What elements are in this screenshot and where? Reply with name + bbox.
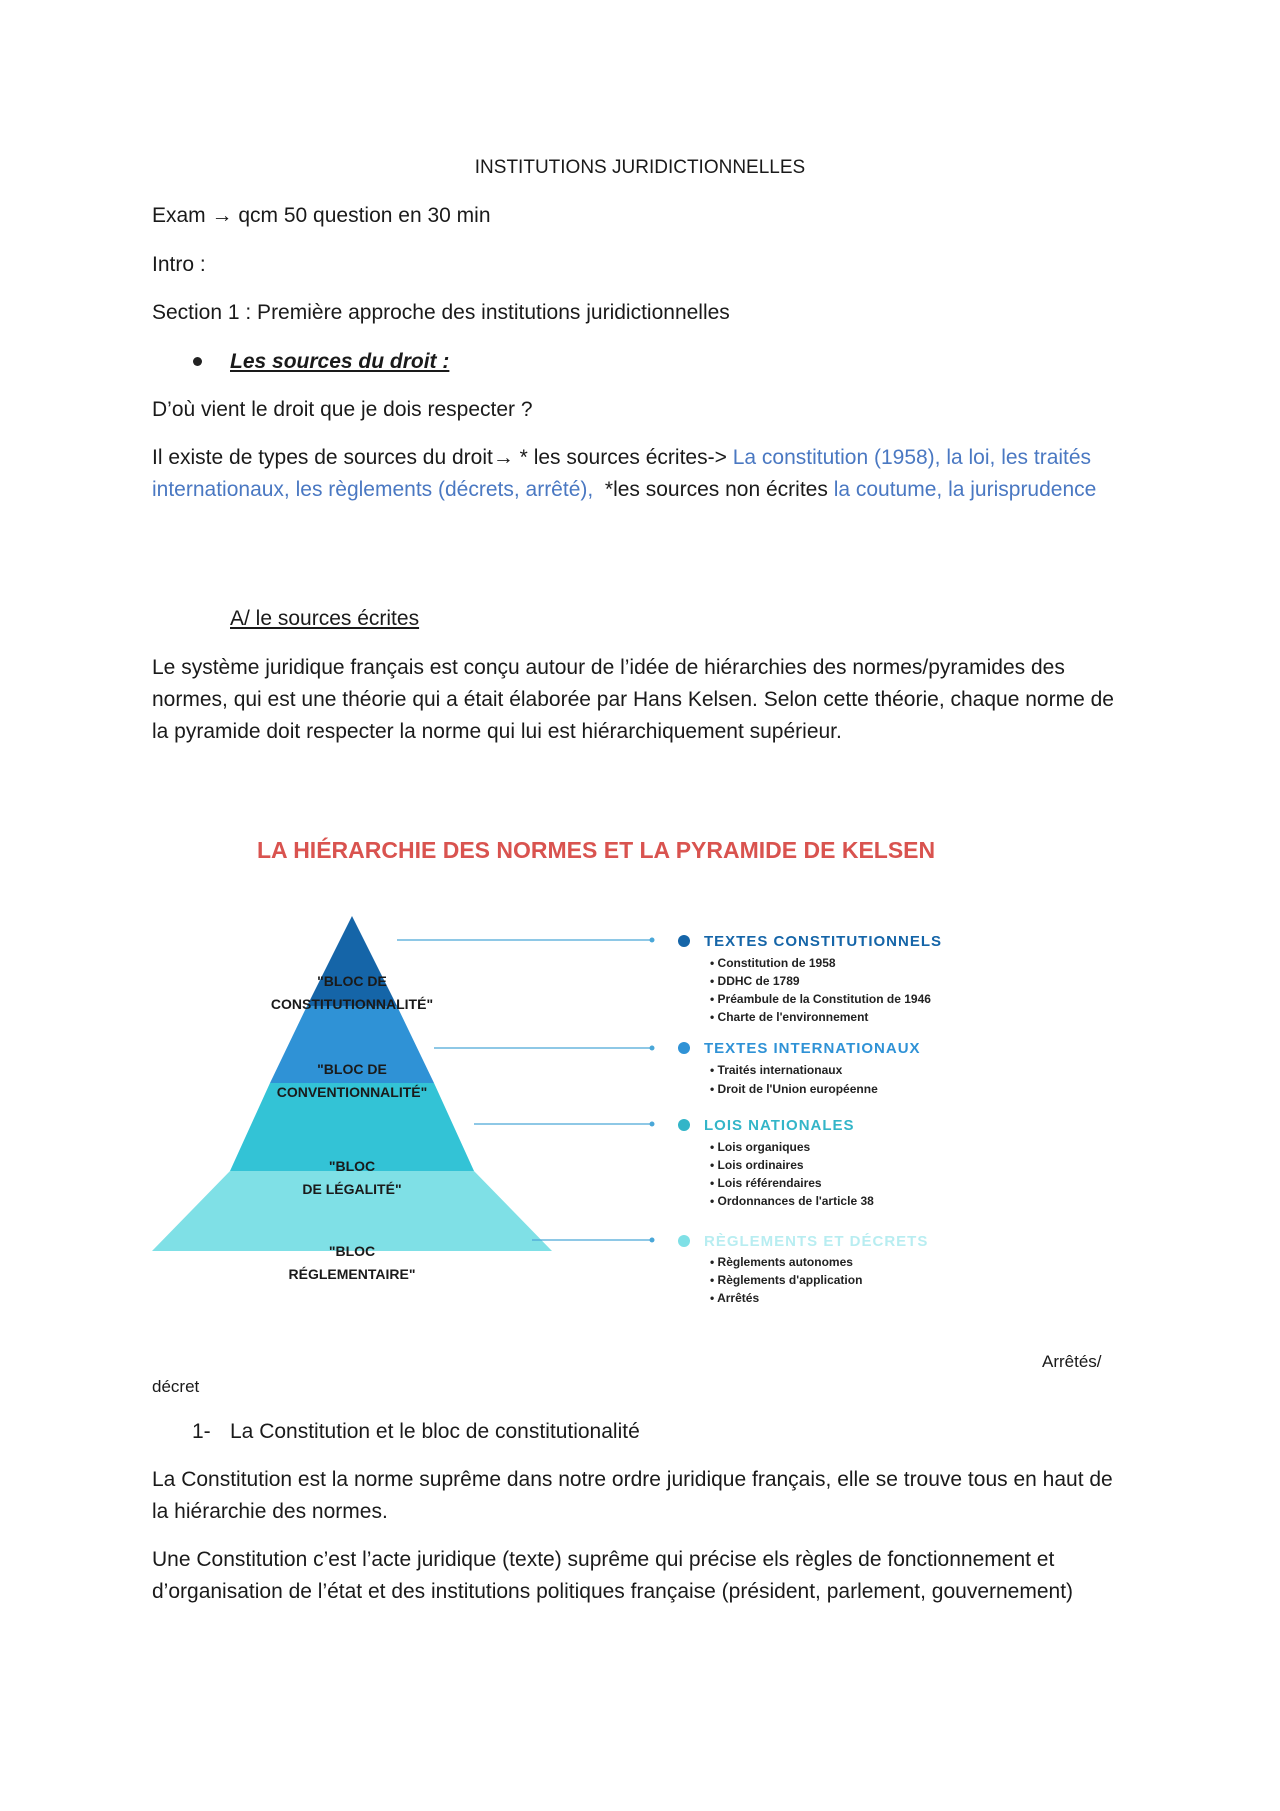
- sources-mid: *les sources non écrites: [604, 478, 828, 501]
- group-3-item-4: • Ordonnances de l'article 38: [710, 1194, 874, 1208]
- bullet-heading: Les sources du droit :: [230, 350, 450, 373]
- sources-paragraph: [152, 442, 1132, 506]
- group-3-item-1: • Lois organiques: [710, 1140, 811, 1154]
- group-heading-constitutionnels: TEXTES CONSTITUTIONNELS: [704, 933, 943, 950]
- connector-end-4: [650, 1238, 655, 1243]
- group-4-item-1: • Règlements autonomes: [710, 1255, 853, 1269]
- pyramid-layer-constitutionnalite: [307, 916, 397, 1006]
- group-1-item-3: • Préambule de la Constitution de 1946: [710, 992, 931, 1006]
- connector-end-1: [650, 938, 655, 943]
- section-heading: Section 1 : Première approche des institutions juridictionnelles: [152, 301, 730, 324]
- layer-label-2a: "BLOC DE: [317, 1061, 387, 1077]
- kelsen-pyramid-figure: [152, 826, 1022, 1336]
- written-sources: La constitution (1958), la loi, les traités internationaux, les règlements (décrets, arrêté),: [152, 446, 1092, 501]
- group-4-item-2: • Règlements d'application: [710, 1273, 863, 1287]
- group-dot-2: [678, 1042, 690, 1054]
- figure-title: LA HIÉRARCHIE DES NORMES ET LA PYRAMIDE DE KELSEN: [257, 837, 936, 863]
- group-heading-internationaux: TEXTES INTERNATIONAUX: [704, 1040, 921, 1057]
- bullet-icon: [193, 357, 202, 366]
- numbered-item-marker: 1-: [192, 1420, 211, 1443]
- intro-line: Intro :: [152, 253, 206, 276]
- group-1-item-1: • Constitution de 1958: [710, 956, 836, 970]
- layer-label-2b: CONVENTIONNALITÉ": [276, 1084, 428, 1100]
- note-arretes: Arrêtés/: [1042, 1352, 1102, 1371]
- layer-label-4a: "BLOC: [328, 1243, 376, 1259]
- numbered-item-heading: La Constitution et le bloc de constitutionalité: [230, 1420, 640, 1443]
- unwritten-sources: la coutume, la jurisprudence: [833, 478, 1097, 501]
- note-decret: décret: [152, 1377, 200, 1396]
- group-dot-4: [678, 1235, 690, 1247]
- connector-end-3: [650, 1122, 655, 1127]
- group-1-item-4: • Charte de l'environnement: [710, 1010, 869, 1024]
- constitution-paragraph-2: Une Constitution c’est l’acte juridique (texte) suprême qui précise els règles de fonctionnement et d’organisation de l’état et des institutions politiques française (président, parlement, gouvernement): [152, 1548, 1074, 1603]
- group-2-item-1: • Traités internationaux: [710, 1063, 843, 1077]
- document-title: INSTITUTIONS JURIDICTIONNELLES: [474, 157, 806, 178]
- kelsen-paragraph: Le système juridique français est conçu autour de l’idée de hiérarchies des normes/pyramides des normes, qui est une théorie qui a était élaborée par Hans Kelsen. Selon cette théorie, chaque norme de la pyramide doit respecter la norme qui lui est hiérarchiquement supérieur.: [152, 656, 1114, 743]
- layer-label-3a: "BLOC: [328, 1158, 376, 1174]
- group-heading-lois: LOIS NATIONALES: [704, 1117, 855, 1134]
- layer-label-1a: "BLOC DE: [317, 973, 387, 989]
- group-4-item-3: • Arrêtés: [710, 1291, 760, 1305]
- constitution-paragraph-1: La Constitution est la norme suprême dans notre ordre juridique français, elle se trouve tous en haut de la hiérarchie des normes.: [152, 1468, 1113, 1523]
- connector-end-2: [650, 1046, 655, 1051]
- sources-prefix: Il existe de types de sources du droit→ * les sources écrites->: [152, 446, 727, 469]
- group-3-item-3: • Lois référendaires: [710, 1176, 822, 1190]
- question-line: D’où vient le droit que je dois respecter ?: [152, 398, 533, 421]
- subheading-a: A/ le sources écrites: [230, 607, 420, 630]
- group-dot-1: [678, 935, 690, 947]
- group-1-item-2: • DDHC de 1789: [710, 974, 800, 988]
- layer-label-4b: RÉGLEMENTAIRE": [288, 1266, 416, 1282]
- group-heading-reglements: RÈGLEMENTS ET DÉCRETS: [704, 1233, 929, 1250]
- group-dot-3: [678, 1119, 690, 1131]
- layer-label-1b: CONSTITUTIONNALITÉ": [270, 996, 434, 1012]
- group-3-item-2: • Lois ordinaires: [710, 1158, 804, 1172]
- group-2-item-2: • Droit de l'Union européenne: [710, 1082, 878, 1096]
- layer-label-3b: DE LÉGALITÉ": [302, 1181, 402, 1197]
- exam-line: Exam → qcm 50 question en 30 min: [152, 204, 491, 227]
